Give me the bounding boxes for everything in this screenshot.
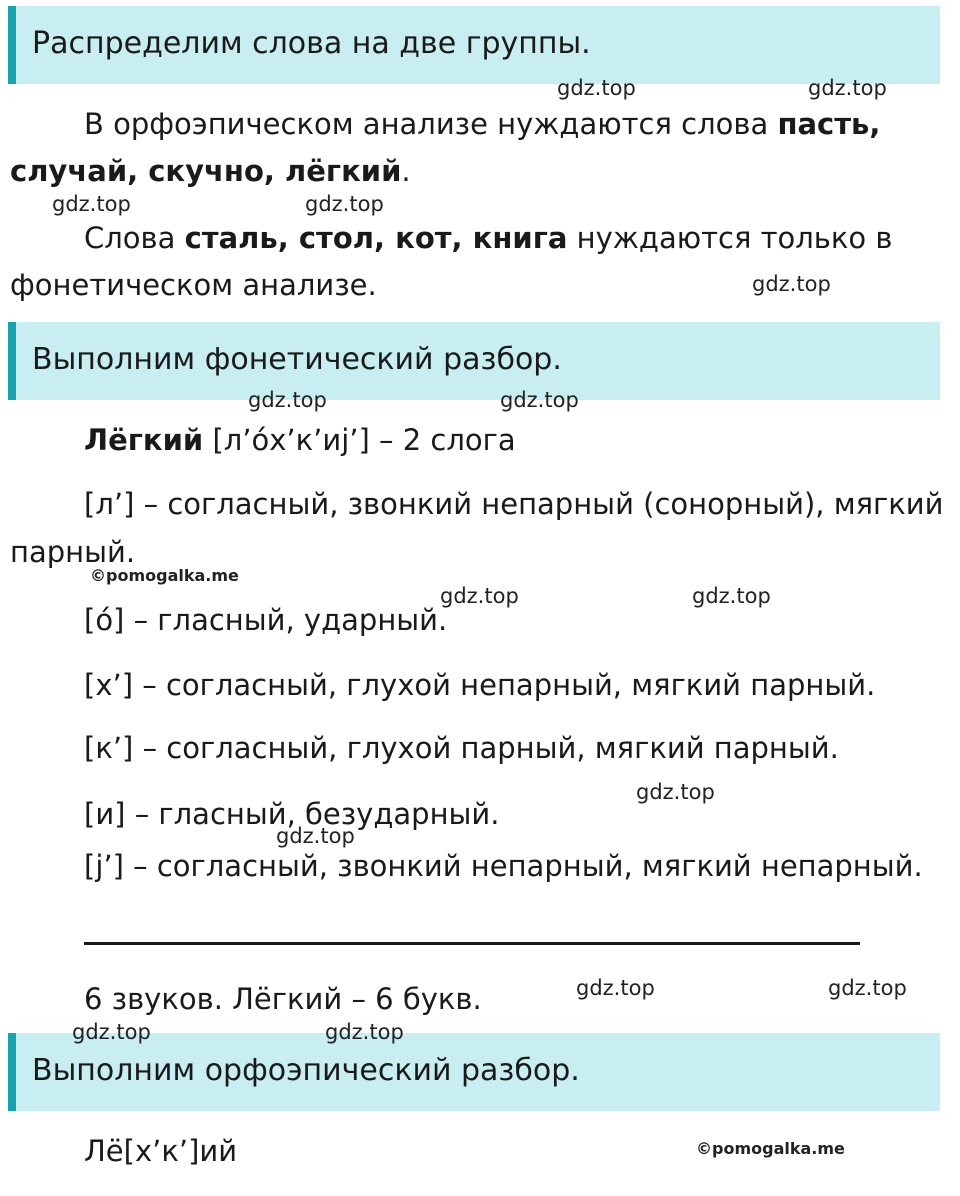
sound-line: [и] – гласный, безударный. xyxy=(84,797,500,831)
sound-line: [к’] – согласный, глухой парный, мягкий парный. xyxy=(84,731,839,765)
analyzed-word: Лёгкий xyxy=(84,423,204,457)
watermark: gdz.top xyxy=(692,584,771,608)
watermark: gdz.top xyxy=(557,76,636,100)
watermark: gdz.top xyxy=(72,1020,151,1044)
watermark: gdz.top xyxy=(440,584,519,608)
watermark: gdz.top xyxy=(325,1020,404,1044)
watermark: gdz.top xyxy=(576,976,655,1000)
text: . xyxy=(401,154,411,188)
watermark: gdz.top xyxy=(52,192,131,216)
section-title: Выполним фонетический разбор. xyxy=(32,342,562,377)
watermark: gdz.top xyxy=(276,824,355,848)
sound-line: [х’] – согласный, глухой непарный, мягкий парный. xyxy=(84,668,876,702)
text: Слова xyxy=(84,221,185,255)
watermark: ©pomogalka.me xyxy=(696,1139,845,1158)
phonetic-words-line-1 xyxy=(84,221,893,255)
divider-line xyxy=(84,942,860,945)
section-header-distribution xyxy=(8,6,940,84)
sound-line: парный. xyxy=(10,535,136,569)
section-header-orthoepic xyxy=(8,1033,940,1111)
watermark: gdz.top xyxy=(248,388,327,412)
bold-words: сталь, стол, кот, книга xyxy=(184,221,568,255)
orthoepic-answer: Лё[х’к’]ий xyxy=(84,1134,238,1168)
watermark: gdz.top xyxy=(752,272,831,296)
section-title: Выполним орфоэпический разбор. xyxy=(32,1053,580,1088)
watermark: ©pomogalka.me xyxy=(90,566,239,585)
word-transcription xyxy=(84,423,516,457)
watermark: gdz.top xyxy=(500,388,579,412)
watermark: gdz.top xyxy=(305,192,384,216)
orthoepic-words-line-1 xyxy=(84,107,881,141)
phonetic-words-line-2: фонетическом анализе. xyxy=(10,268,377,302)
transcription: [л’óх’к’иj’] – 2 слога xyxy=(203,423,516,457)
orthoepic-words-line-2 xyxy=(10,154,411,188)
sound-line: [л’] – согласный, звонкий непарный (сонорный), мягкий xyxy=(84,487,944,521)
bold-words: случай, скучно, лёгкий xyxy=(10,154,402,188)
text: нуждаются только в xyxy=(567,221,893,255)
text: В орфоэпическом анализе нуждаются слова xyxy=(84,107,778,141)
sound-line: [ó] – гласный, ударный. xyxy=(84,603,448,637)
summary-line: 6 звуков. Лёгкий – 6 букв. xyxy=(84,982,482,1016)
sound-line: [j’] – согласный, звонкий непарный, мягкий непарный. xyxy=(84,849,923,883)
bold-words: пасть, xyxy=(777,107,881,141)
watermark: gdz.top xyxy=(808,76,887,100)
section-title: Распределим слова на две группы. xyxy=(32,26,591,61)
section-header-phonetic xyxy=(8,322,940,400)
watermark: gdz.top xyxy=(828,976,907,1000)
watermark: gdz.top xyxy=(636,780,715,804)
